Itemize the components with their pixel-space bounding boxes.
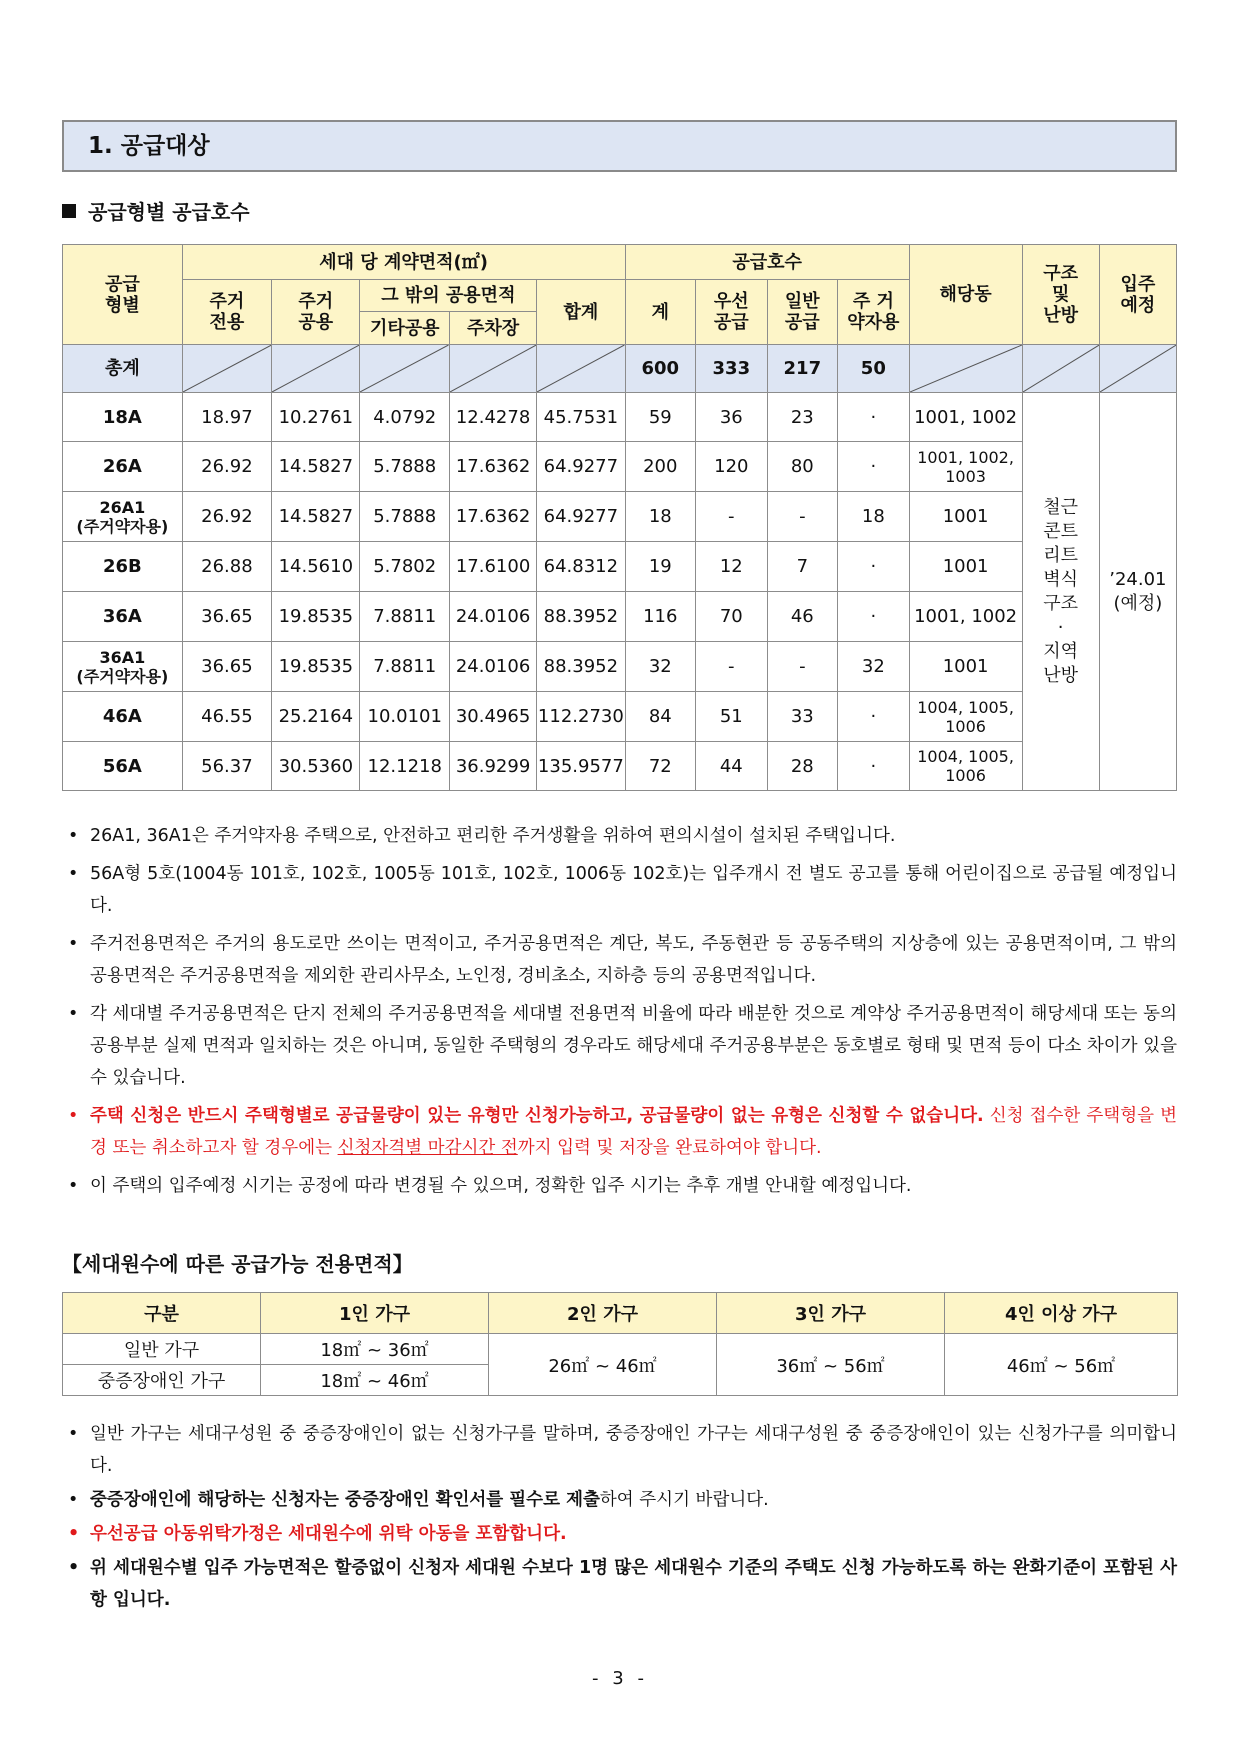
note-item: • 26A1, 36A1은 주거약자용 주택으로, 안전하고 편리한 주거생활을 위하여 편의시설이 설치된 주택입니다. (62, 820, 1177, 852)
note-item: • 이 주택의 입주예정 시기는 공정에 따라 변경될 수 있으며, 정확한 입주 시기는 추후 개별 안내할 예정입니다. (62, 1170, 1177, 1202)
supply-table (62, 244, 1177, 791)
total-cell: 59 (625, 393, 695, 442)
hh-header: 구분 (63, 1293, 261, 1334)
vulnerable-cell: · (838, 692, 910, 742)
table-row (63, 442, 1177, 492)
buildings-cell: 1001, 1002 (909, 393, 1022, 442)
common-cell: 14.5827 (272, 492, 360, 542)
structure-cell: 철근 콘트 리트 벽식 구조 · 지역 난방 (1022, 393, 1099, 791)
note-item-warning (62, 1100, 1177, 1164)
priority-cell: 36 (696, 393, 768, 442)
sum-cell: 45.7531 (537, 393, 625, 442)
diagonal-cell (1099, 345, 1176, 393)
excl-cell: 36.65 (182, 592, 271, 642)
vulnerable-cell: · (838, 542, 910, 592)
general-cell: - (767, 492, 837, 542)
sum-cell: 64.8312 (537, 542, 625, 592)
table-row (63, 492, 1177, 542)
warning-text-end: 까지 입력 및 저장을 완료하여야 합니다. (517, 1138, 822, 1158)
excl-cell: 56.37 (182, 742, 271, 791)
general-cell: - (767, 642, 837, 692)
header-parking: 주차장 (449, 312, 536, 345)
diagonal-cell (537, 345, 625, 393)
note-item: • 일반 가구는 세대구성원 중 중증장애인이 없는 신청가구를 말하며, 중증장애인 가구는 세대구성원 중 중증장애인이 있는 신청가구를 의미합니다. (62, 1418, 1177, 1482)
priority-cell: - (696, 642, 768, 692)
other-cell: 7.8811 (360, 592, 449, 642)
sum-cell: 88.3952 (537, 642, 625, 692)
diagonal-cell (360, 345, 449, 393)
buildings-cell: 1004, 1005, 1006 (909, 692, 1022, 742)
table-row (63, 393, 1177, 442)
parking-cell: 12.4278 (449, 393, 536, 442)
header-buildings: 해당동 (909, 245, 1022, 345)
other-cell: 4.0792 (360, 393, 449, 442)
table-row (63, 692, 1177, 742)
note-item (62, 1484, 1177, 1516)
header-total: 계 (625, 280, 695, 345)
common-cell: 19.8535 (272, 592, 360, 642)
parking-cell: 17.6100 (449, 542, 536, 592)
parking-cell: 24.0106 (449, 642, 536, 692)
hh-header: 2인 가구 (489, 1293, 717, 1334)
type-cell: 26A (63, 442, 183, 492)
general-cell: 28 (767, 742, 837, 791)
header-priority: 우선 공급 (696, 280, 768, 345)
common-cell: 14.5610 (272, 542, 360, 592)
total-vulnerable: 50 (838, 345, 910, 393)
buildings-cell: 1001 (909, 542, 1022, 592)
hh-cell: 18㎡ ~ 46㎡ (261, 1365, 489, 1396)
vulnerable-cell: · (838, 393, 910, 442)
parking-cell: 30.4965 (449, 692, 536, 742)
total-cell: 200 (625, 442, 695, 492)
sum-cell: 64.9277 (537, 442, 625, 492)
excl-cell: 26.92 (182, 442, 271, 492)
other-cell: 10.0101 (360, 692, 449, 742)
buildings-cell: 1004, 1005, 1006 (909, 742, 1022, 791)
type-cell: 46A (63, 692, 183, 742)
sum-cell: 135.9577 (537, 742, 625, 791)
household-table (62, 1292, 1178, 1396)
warning-bold: 주택 신청은 반드시 주택형별로 공급물량이 있는 유형만 신청가능하고, 공급물량이 없는 유형은 신청할 수 없습니다. (90, 1106, 984, 1126)
hh-row-label: 중증장애인 가구 (63, 1365, 261, 1396)
total-row (63, 345, 1177, 393)
hh-header: 4인 이상 가구 (945, 1293, 1178, 1334)
total-cell: 72 (625, 742, 695, 791)
vulnerable-cell: 18 (838, 492, 910, 542)
hh-cell: 26㎡ ~ 46㎡ (489, 1334, 717, 1396)
table-row (63, 542, 1177, 592)
common-cell: 10.2761 (272, 393, 360, 442)
total-priority: 333 (696, 345, 768, 393)
common-cell: 14.5827 (272, 442, 360, 492)
note-item: • 각 세대별 주거공용면적은 단지 전체의 주거공용면적을 세대별 전용면적 비율에 따라 배분한 것으로 계약상 주거공용면적이 해당세대 또는 동의 공용부분 실제 면적과 일치하는 것은 아니며, 동일한 주택형의 경우라도 해당세대 주거공용부분은 동호별로 형태 및 면적 등이 다소 차이가 있을 수 있습니다. (62, 998, 1177, 1094)
table-row (63, 742, 1177, 791)
diagonal-cell (909, 345, 1022, 393)
type-cell: 26A1 (주거약자용) (63, 492, 183, 542)
hh-row-label: 일반 가구 (63, 1334, 261, 1365)
common-cell: 19.8535 (272, 642, 360, 692)
total-cell: 18 (625, 492, 695, 542)
excl-cell: 18.97 (182, 393, 271, 442)
notes-block (62, 820, 1177, 1208)
total-general: 217 (767, 345, 837, 393)
priority-cell: - (696, 492, 768, 542)
header-other-common: 기타공용 (360, 312, 449, 345)
common-cell: 25.2164 (272, 692, 360, 742)
note-item: • 위 세대원수별 입주 가능면적은 할증없이 신청자 세대원 수보다 1명 많은 세대원수 기준의 주택도 신청 가능하도록 하는 완화기준이 포함된 사항 입니다. (62, 1552, 1177, 1616)
diagonal-cell (1022, 345, 1099, 393)
header-excl: 주거 전용 (182, 280, 271, 345)
hh-header: 3인 가구 (717, 1293, 945, 1334)
move-in-cell: ’24.01 (예정) (1099, 393, 1176, 791)
vulnerable-cell: 32 (838, 642, 910, 692)
buildings-cell: 1001 (909, 492, 1022, 542)
header-structure: 구조 및 난방 (1022, 245, 1099, 345)
table-row (63, 642, 1177, 692)
header-move-in: 입주 예정 (1099, 245, 1176, 345)
header-other-group: 그 밖의 공용면적 (360, 280, 537, 312)
priority-cell: 51 (696, 692, 768, 742)
excl-cell: 36.65 (182, 642, 271, 692)
note-bold: 중증장애인에 해당하는 신청자는 중증장애인 확인서를 필수로 제출 (90, 1490, 600, 1510)
header-area-group: 세대 당 계약면적(㎡) (182, 245, 625, 280)
total-label: 총계 (63, 345, 183, 393)
priority-cell: 120 (696, 442, 768, 492)
hh-cell: 46㎡ ~ 56㎡ (945, 1334, 1178, 1396)
type-cell: 36A1 (주거약자용) (63, 642, 183, 692)
type-cell: 56A (63, 742, 183, 791)
parking-cell: 24.0106 (449, 592, 536, 642)
type-cell: 26B (63, 542, 183, 592)
general-cell: 23 (767, 393, 837, 442)
other-cell: 12.1218 (360, 742, 449, 791)
priority-cell: 44 (696, 742, 768, 791)
table-row (63, 592, 1177, 642)
general-cell: 80 (767, 442, 837, 492)
total-cell: 19 (625, 542, 695, 592)
parking-cell: 36.9299 (449, 742, 536, 791)
total-cell: 84 (625, 692, 695, 742)
header-units-group: 공급호수 (625, 245, 909, 280)
excl-cell: 46.55 (182, 692, 271, 742)
general-cell: 46 (767, 592, 837, 642)
header-sum: 합계 (537, 280, 625, 345)
note-item: • 주거전용면적은 주거의 용도로만 쓰이는 면적이고, 주거공용면적은 계단, 복도, 주동현관 등 공동주택의 지상층에 있는 공용면적이며, 그 밖의 공용면적은 주거공용면적을 제외한 관리사무소, 노인정, 경비초소, 지하층 등의 공용면적입니다. (62, 928, 1177, 992)
header-vulnerable: 주 거 약자용 (838, 280, 910, 345)
household-heading: 【세대원수에 따른 공급가능 전용면적】 (62, 1252, 413, 1276)
general-cell: 7 (767, 542, 837, 592)
priority-cell: 12 (696, 542, 768, 592)
general-cell: 33 (767, 692, 837, 742)
diagonal-cell (182, 345, 271, 393)
sum-cell: 112.2730 (537, 692, 625, 742)
other-cell: 5.7802 (360, 542, 449, 592)
vulnerable-cell: · (838, 442, 910, 492)
excl-cell: 26.88 (182, 542, 271, 592)
type-cell: 36A (63, 592, 183, 642)
subheading-text: 공급형별 공급호수 (88, 200, 250, 224)
page-number: - 3 - (592, 1668, 648, 1689)
subheading (62, 196, 250, 225)
buildings-cell: 1001, 1002 (909, 592, 1022, 642)
common-cell: 30.5360 (272, 742, 360, 791)
sum-cell: 88.3952 (537, 592, 625, 642)
note-item: • 56A형 5호(1004동 101호, 102호, 1005동 101호, 102호, 1006동 102호)는 입주개시 전 별도 공고를 통해 어린이집으로 공급될 예정입니다. (62, 858, 1177, 922)
vulnerable-cell: · (838, 592, 910, 642)
sum-cell: 64.9277 (537, 492, 625, 542)
diagonal-cell (449, 345, 536, 393)
other-cell: 7.8811 (360, 642, 449, 692)
diagonal-cell (272, 345, 360, 393)
hh-header: 1인 가구 (261, 1293, 489, 1334)
buildings-cell: 1001 (909, 642, 1022, 692)
priority-cell: 70 (696, 592, 768, 642)
total-cell: 116 (625, 592, 695, 642)
header-general: 일반 공급 (767, 280, 837, 345)
vulnerable-cell: · (838, 742, 910, 791)
total-units: 600 (625, 345, 695, 393)
notes-block-2 (62, 1418, 1177, 1618)
warning-text: 신청 접수한 주택형을 변경 또는 취소하고자 할 경우에는 (90, 1106, 1177, 1158)
parking-cell: 17.6362 (449, 442, 536, 492)
square-bullet-icon (62, 204, 76, 218)
type-cell: 18A (63, 393, 183, 442)
hh-cell: 36㎡ ~ 56㎡ (717, 1334, 945, 1396)
warning-underline: 신청자격별 마감시간 전 (337, 1138, 518, 1158)
note-item-warning: • 우선공급 아동위탁가정은 세대원수에 위탁 아동을 포함합니다. (62, 1518, 1177, 1550)
hh-cell: 18㎡ ~ 36㎡ (261, 1334, 489, 1365)
buildings-cell: 1001, 1002, 1003 (909, 442, 1022, 492)
total-cell: 32 (625, 642, 695, 692)
excl-cell: 26.92 (182, 492, 271, 542)
other-cell: 5.7888 (360, 492, 449, 542)
header-common: 주거 공용 (272, 280, 360, 345)
other-cell: 5.7888 (360, 442, 449, 492)
parking-cell: 17.6362 (449, 492, 536, 542)
header-type: 공급 형별 (63, 245, 183, 345)
note-text: 하여 주시기 바랍니다. (599, 1490, 769, 1510)
section-title: 1. 공급대상 (62, 120, 1177, 172)
